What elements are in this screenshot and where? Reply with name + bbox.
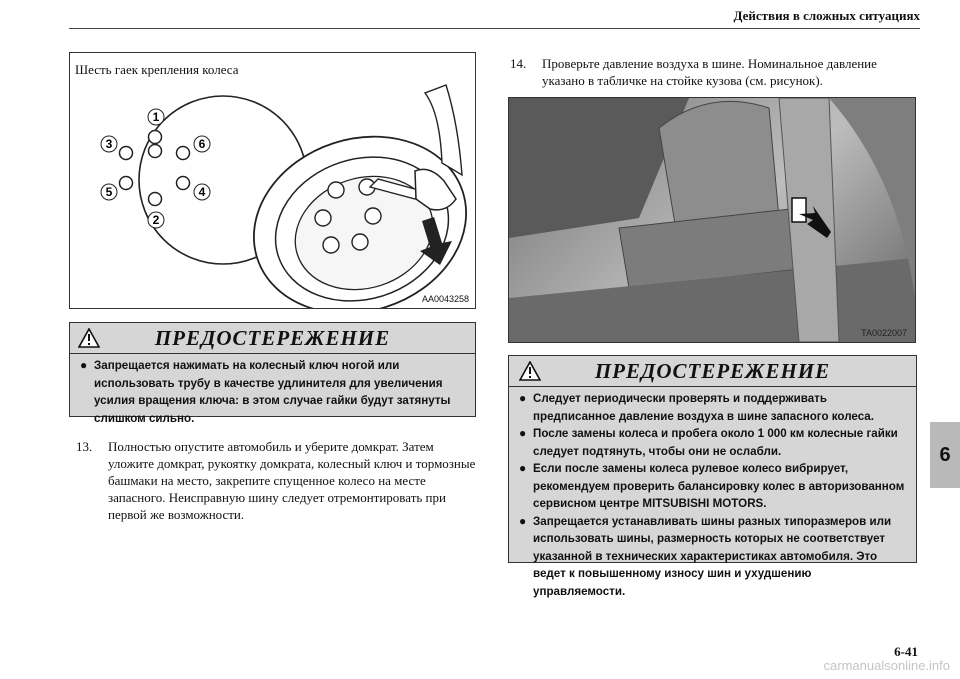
- step-number: 14.: [510, 56, 527, 71]
- step-text: Полностью опустите автомобиль и уберите домкрат. Затем уложите домкрат, рукоятку домкрата, колесный ключ и тормозные башмаки на место, закрепите спущенное колесо на месте запасного. Неисправную шину следует отремонтировать при первой же возможности.: [108, 439, 476, 522]
- bullet-icon: ●: [519, 513, 527, 528]
- nut-label-2: 2: [152, 213, 160, 227]
- warning-box-left: [69, 322, 476, 425]
- figure-code: AA0043258: [421, 294, 469, 304]
- step-14: [510, 55, 920, 89]
- nut-label-6: 6: [198, 137, 206, 151]
- wheel-illustration: [70, 53, 475, 308]
- bullet-icon: ●: [519, 426, 527, 440]
- step-number: 13.: [76, 439, 93, 454]
- nut-label-1: 1: [152, 110, 160, 124]
- figure-caption: Шесть гаек крепления колеса: [75, 62, 239, 77]
- watermark: carmanualsonline.info: [823, 658, 950, 673]
- warning-triangle-icon: [78, 328, 100, 348]
- page-number: 6-41: [894, 644, 918, 659]
- step-text: Проверьте давление воздуха в шине. Номинальное давление указано в табличке на стойке кузова (см. рисунок).: [542, 56, 877, 88]
- figure-code: TA0022007: [861, 328, 907, 338]
- wheel-nut-figure: [69, 52, 476, 309]
- header-rule: [69, 28, 920, 29]
- section-title: Действия в сложных ситуациях: [733, 8, 920, 23]
- bullet-icon: ●: [519, 391, 527, 405]
- warning-box-right: [508, 355, 917, 598]
- bullet-icon: ●: [80, 358, 88, 372]
- nut-label-4: 4: [198, 185, 206, 199]
- chapter-tab: 6: [930, 422, 960, 488]
- warning-item: ● Запрещается нажимать на колесный ключ ногой или использовать трубу в качестве удлинителя для увеличения усилия вращения ключа: в этом случае гайки будут затянуты слишком сильно.: [80, 357, 465, 427]
- nut-label-3: 3: [105, 137, 113, 151]
- warning-triangle-icon: [519, 361, 541, 381]
- bullet-icon: ●: [519, 461, 527, 475]
- warning-item: ● Следует периодически проверять и поддерживать предписанное давление воздуха в шине запасного колеса.: [519, 390, 906, 425]
- warning-item: ● Если после замены колеса рулевое колесо вибрирует, рекомендуем проверить балансировку колес в авторизованном сервисном центре MITSUBISHI MOTORS.: [519, 460, 906, 513]
- warning-header: [509, 356, 916, 386]
- warning-title: ПРЕДОСТЕРЕЖЕНИЕ: [154, 325, 391, 350]
- warning-title: ПРЕДОСТЕРЕЖЕНИЕ: [594, 358, 831, 383]
- warning-item: ● Запрещается устанавливать шины разных типоразмеров или использовать шины, размерность которых не соответствует указанной в технических характеристиках автомобиля. Это ведет к повышенному износу шин и ухудшению управляемости.: [519, 513, 906, 601]
- door-pillar-photo: [509, 98, 915, 342]
- step-13: [76, 438, 476, 523]
- door-pillar-figure: [508, 97, 916, 343]
- warning-item: ● После замены колеса и пробега около 1 000 км колесные гайки следует подтянуть, чтобы они не ослабли.: [519, 425, 906, 460]
- warning-header: [70, 323, 475, 353]
- nut-label-5: 5: [105, 185, 113, 199]
